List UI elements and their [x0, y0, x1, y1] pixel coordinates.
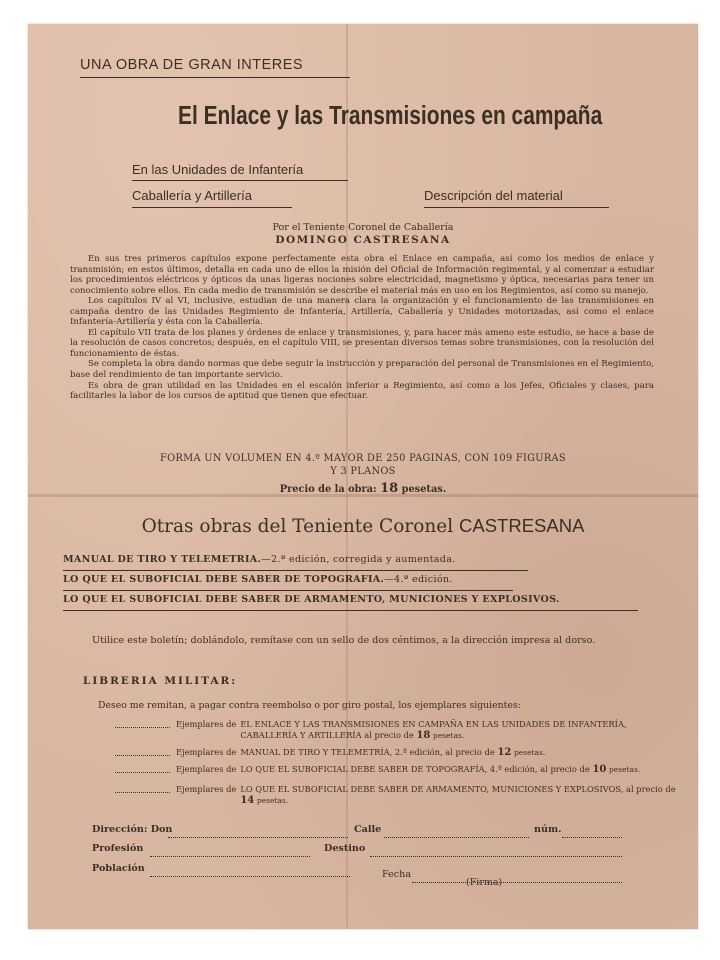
- paragraph: Se completa la obra dando normas que debe seguir la instrucción y preparación del personal de Transmisiones en el Regimiento, base del rendimiento de tan importante servicio.: [70, 359, 654, 381]
- date-label: Fecha: [382, 869, 412, 880]
- price-line: [28, 481, 698, 496]
- work-title: LO QUE EL SUBOFICIAL DEBE SABER DE TOPOGRAFIA.: [63, 574, 385, 585]
- subtitle-right: Descripción del material: [424, 188, 563, 203]
- order-title: EL ENLACE Y LAS TRANSMISIONES EN CAMPAÑA EN LAS UNIDADES DE INFANTERÍA, CABALLERÍA Y ARTILLERÍA al precio de: [240, 719, 627, 740]
- kicker: UNA OBRA DE GRAN INTERES: [80, 57, 304, 73]
- subtitle-line-2-underline: [132, 207, 292, 208]
- price-value: 18: [380, 481, 399, 496]
- quantity-blank[interactable]: [115, 784, 170, 793]
- number-label: núm.: [534, 824, 562, 835]
- quantity-blank[interactable]: [115, 719, 170, 728]
- order-title: LO QUE EL SUBOFICIAL DEBE SABER DE ARMAMENTO, MUNICIONES Y EXPLOSIVOS, al precio de: [240, 784, 676, 794]
- order-unit: pesetas.: [256, 795, 289, 805]
- order-text: [240, 747, 685, 759]
- quantity-blank[interactable]: [115, 764, 170, 773]
- other-work-item: [63, 574, 453, 585]
- library-heading: LIBRERIA MILITAR:: [83, 675, 238, 687]
- work-underline: [63, 610, 638, 611]
- address-field[interactable]: [168, 836, 348, 838]
- other-work-item: [63, 554, 456, 565]
- order-line: [115, 747, 685, 759]
- subtitle-right-underline: [424, 207, 609, 208]
- subtitle-line-2: Caballería y Artillería: [132, 188, 252, 203]
- address-label: Dirección: Don: [92, 824, 173, 835]
- work-underline: [63, 570, 528, 571]
- format-info: [28, 452, 698, 478]
- number-field[interactable]: [562, 836, 622, 838]
- mailing-note: Utilice este boletín; doblándolo, remítase con un sello de dos céntimos, a la dirección impresa al dorso.: [92, 635, 596, 646]
- work-underline: [63, 590, 513, 591]
- work-title: LO QUE EL SUBOFICIAL DEBE SABER DE ARMAMENTO, MUNICIONES Y EXPLOSIVOS.: [63, 594, 560, 605]
- order-title: LO QUE EL SUBOFICIAL DEBE SABER DE TOPOGRAFÍA, 4.ª edición, al precio de: [240, 764, 590, 774]
- date-field[interactable]: [412, 881, 622, 883]
- town-label: Población: [92, 863, 145, 874]
- subtitle-line-1-underline: [132, 180, 348, 181]
- work-edition: —4.ª edición.: [384, 574, 453, 585]
- paragraph: En sus tres primeros capítulos expone perfectamente esta obra el Enlace en campaña, así como los medios de enlace y transmisión; en estos últimos, detalla en cada uno de ellos la misión del Oficial de Información regimental, y al comenzar a estudiar los procedimientos eléctricos y ópticos da unas ligeras nociones sobre electricidad, magnetismo y óptica, necesarias para tener un conocimiento sobre ellos. En cada medio de transmisión se describe el material más en uso en los Regimientos, así como su manejo.: [70, 254, 654, 296]
- order-label: Ejemplares de: [176, 764, 237, 774]
- other-works-heading-name: CASTRESANA: [459, 515, 585, 536]
- paragraph: El capítulo VII trata de los planes y órdenes de enlace y transmisiones, y, para hacer más ameno este estudio, se hace a base de la resolución de casos concretos; después, en el capítulo VIII, se presentan diversos temas sobre transmisiones, con la resolución del funcionamiento de éstas.: [70, 327, 654, 359]
- street-field[interactable]: [384, 836, 529, 838]
- paragraph: Es obra de gran utilidad en las Unidades en el escalón inferior a Regimiento, así como a los Jefes, Oficiales y clases, para facilitarles la labor de los cursos de aptitud que tienen que efectuar.: [70, 380, 654, 402]
- flyer-sheet: [28, 24, 698, 929]
- order-unit: pesetas.: [514, 748, 546, 757]
- signature-label: (Firma): [466, 877, 503, 888]
- paragraph: Los capítulos IV al VI, inclusive, estudian de una manera clara la organización y el funcionamiento de las transmisiones en campaña dentro de las Unidades Regimiento de Infantería, Artillería, Caballería y Unidades motorizadas, así como el enlace Infantería-Artillería y ésta con la Caballería.: [70, 296, 654, 328]
- quantity-blank[interactable]: [115, 747, 170, 756]
- profession-field[interactable]: [150, 855, 310, 857]
- order-line: [115, 784, 685, 806]
- work-edition: —2.ª edición, corregida y aumentada.: [261, 554, 456, 565]
- order-price: 18: [416, 729, 431, 741]
- order-label: Ejemplares de: [176, 719, 237, 729]
- price-unit: pesetas.: [401, 484, 447, 495]
- order-text: [240, 784, 685, 806]
- other-work-item: [63, 594, 560, 605]
- order-label: Ejemplares de: [176, 747, 237, 757]
- price-label: Precio de la obra:: [279, 484, 377, 495]
- order-line: [115, 719, 685, 741]
- order-unit: pesetas.: [609, 765, 641, 774]
- author-name: DOMINGO CASTRESANA: [275, 234, 451, 246]
- work-title: MANUAL DE TIRO Y TELEMETRIA.: [63, 554, 262, 565]
- profession-label: Profesión: [92, 843, 144, 854]
- order-line: [115, 764, 685, 776]
- other-works-heading: [28, 515, 698, 537]
- kicker-underline: [80, 77, 350, 78]
- description-body: [70, 254, 654, 402]
- byline: Por el Teniente Coronel de Caballería: [272, 222, 454, 233]
- order-price: 14: [240, 794, 255, 806]
- order-request: Deseo me remitan, a pagar contra reembolso o por giro postal, los ejemplares siguientes:: [98, 700, 521, 711]
- book-title: El Enlace y las Transmisiones en campaña: [178, 102, 603, 130]
- destination-label: Destino: [324, 843, 366, 854]
- format-line-1: FORMA UN VOLUMEN EN 4.º MAYOR DE 250 PAGINAS, CON 109 FIGURAS: [160, 453, 566, 464]
- street-label: Calle: [354, 824, 382, 835]
- format-line-2: Y 3 PLANOS: [330, 466, 396, 477]
- other-works-heading-prefix: Otras obras del Teniente Coronel: [141, 516, 454, 537]
- order-title: MANUAL DE TIRO Y TELEMETRÍA, 2.ª edición, al precio de: [240, 747, 495, 757]
- town-field[interactable]: [150, 875, 350, 877]
- order-text: [240, 764, 685, 776]
- order-text: [240, 719, 685, 741]
- order-unit: pesetas.: [433, 730, 465, 740]
- order-price: 10: [592, 764, 607, 775]
- order-label: Ejemplares de: [176, 784, 237, 794]
- order-price: 12: [497, 747, 512, 758]
- subtitle-line-1: En las Unidades de Infantería: [132, 162, 304, 177]
- destination-field[interactable]: [370, 855, 622, 857]
